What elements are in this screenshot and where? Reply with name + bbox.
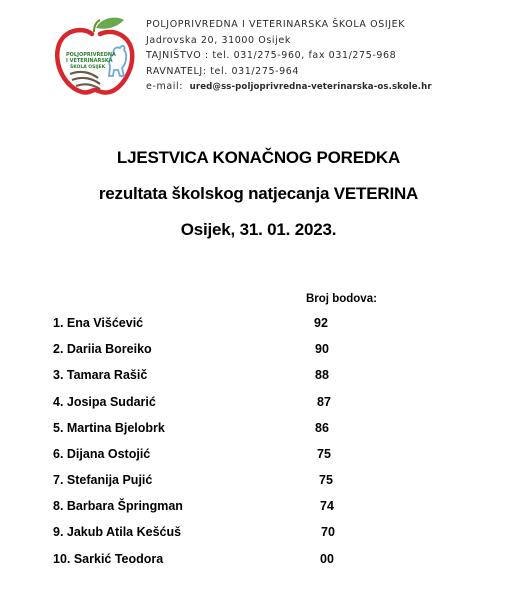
participant-name: 6. Dijana Ostojić: [53, 447, 151, 461]
participant-name: 1. Ena Višćević: [53, 316, 144, 330]
list-item: [0, 525, 517, 545]
participant-score: 00: [320, 552, 334, 566]
principal-contact: RAVNATELJ: tel. 031/275-964: [146, 65, 300, 77]
logo-text-1: POLJOPRIVREDNA: [66, 52, 116, 58]
list-item: [0, 368, 517, 388]
participant-name: 8. Barbara Špringman: [53, 499, 183, 513]
ranking-title: LJESTVICA KONAČNOG POREDKA: [116, 148, 401, 167]
email-link[interactable]: ured@ss-poljoprivredna-veterinarska-os.skole.hr: [189, 82, 432, 92]
participant-score: 88: [315, 368, 329, 382]
school-info: [146, 17, 432, 96]
list-item: [0, 552, 517, 572]
participant-name: 5. Martina Bjelobrk: [53, 421, 165, 435]
school-logo: [52, 14, 138, 98]
logo-text-3: ŠKOLA OSIJEK: [70, 65, 106, 70]
participant-score: 75: [319, 473, 333, 487]
list-item: [0, 473, 517, 493]
logo-text-2: I VETERINARSKA: [66, 58, 113, 64]
competition-subtitle: rezultata školskog natjecanja VETERINA: [98, 184, 419, 203]
list-item: [0, 421, 517, 441]
participant-score: 86: [315, 421, 329, 435]
participant-name: 2. Dariia Boreiko: [53, 342, 152, 356]
email-label: e-mail:: [146, 81, 184, 92]
email-line: [146, 79, 432, 96]
secretariat-contact: TAJNIŠTVO : tel. 031/275-960, fax 031/275-968: [146, 50, 397, 61]
date-location: Osijek, 31. 01. 2023.: [180, 220, 337, 239]
participant-score: 92: [314, 316, 328, 330]
participant-score: 90: [315, 342, 329, 356]
participant-score: 75: [317, 447, 331, 461]
participant-score: 87: [317, 395, 331, 409]
list-item: [0, 316, 517, 336]
school-name: POLJOPRIVREDNA I VETERINARSKA ŠKOLA OSIJEK: [146, 19, 406, 30]
letterhead: [0, 0, 517, 110]
list-item: [0, 342, 517, 362]
list-item: [0, 499, 517, 519]
points-column-header: Broj bodova:: [306, 293, 377, 305]
list-item: [0, 395, 517, 415]
list-item: [0, 447, 517, 467]
leaf-shape: [96, 18, 124, 29]
participant-name: 9. Jakub Atila Kešćuš: [53, 525, 182, 539]
school-address: Jadrovska 20, 31000 Osijek: [146, 34, 291, 46]
participant-name: 10. Sarkić Teodora: [53, 552, 164, 566]
participant-name: 7. Stefanija Pujić: [53, 473, 153, 487]
participant-name: 3. Tamara Rašič: [53, 368, 148, 382]
participant-score: 70: [321, 525, 335, 539]
participant-name: 4. Josipa Sudarić: [53, 395, 156, 409]
participant-score: 74: [320, 499, 334, 513]
